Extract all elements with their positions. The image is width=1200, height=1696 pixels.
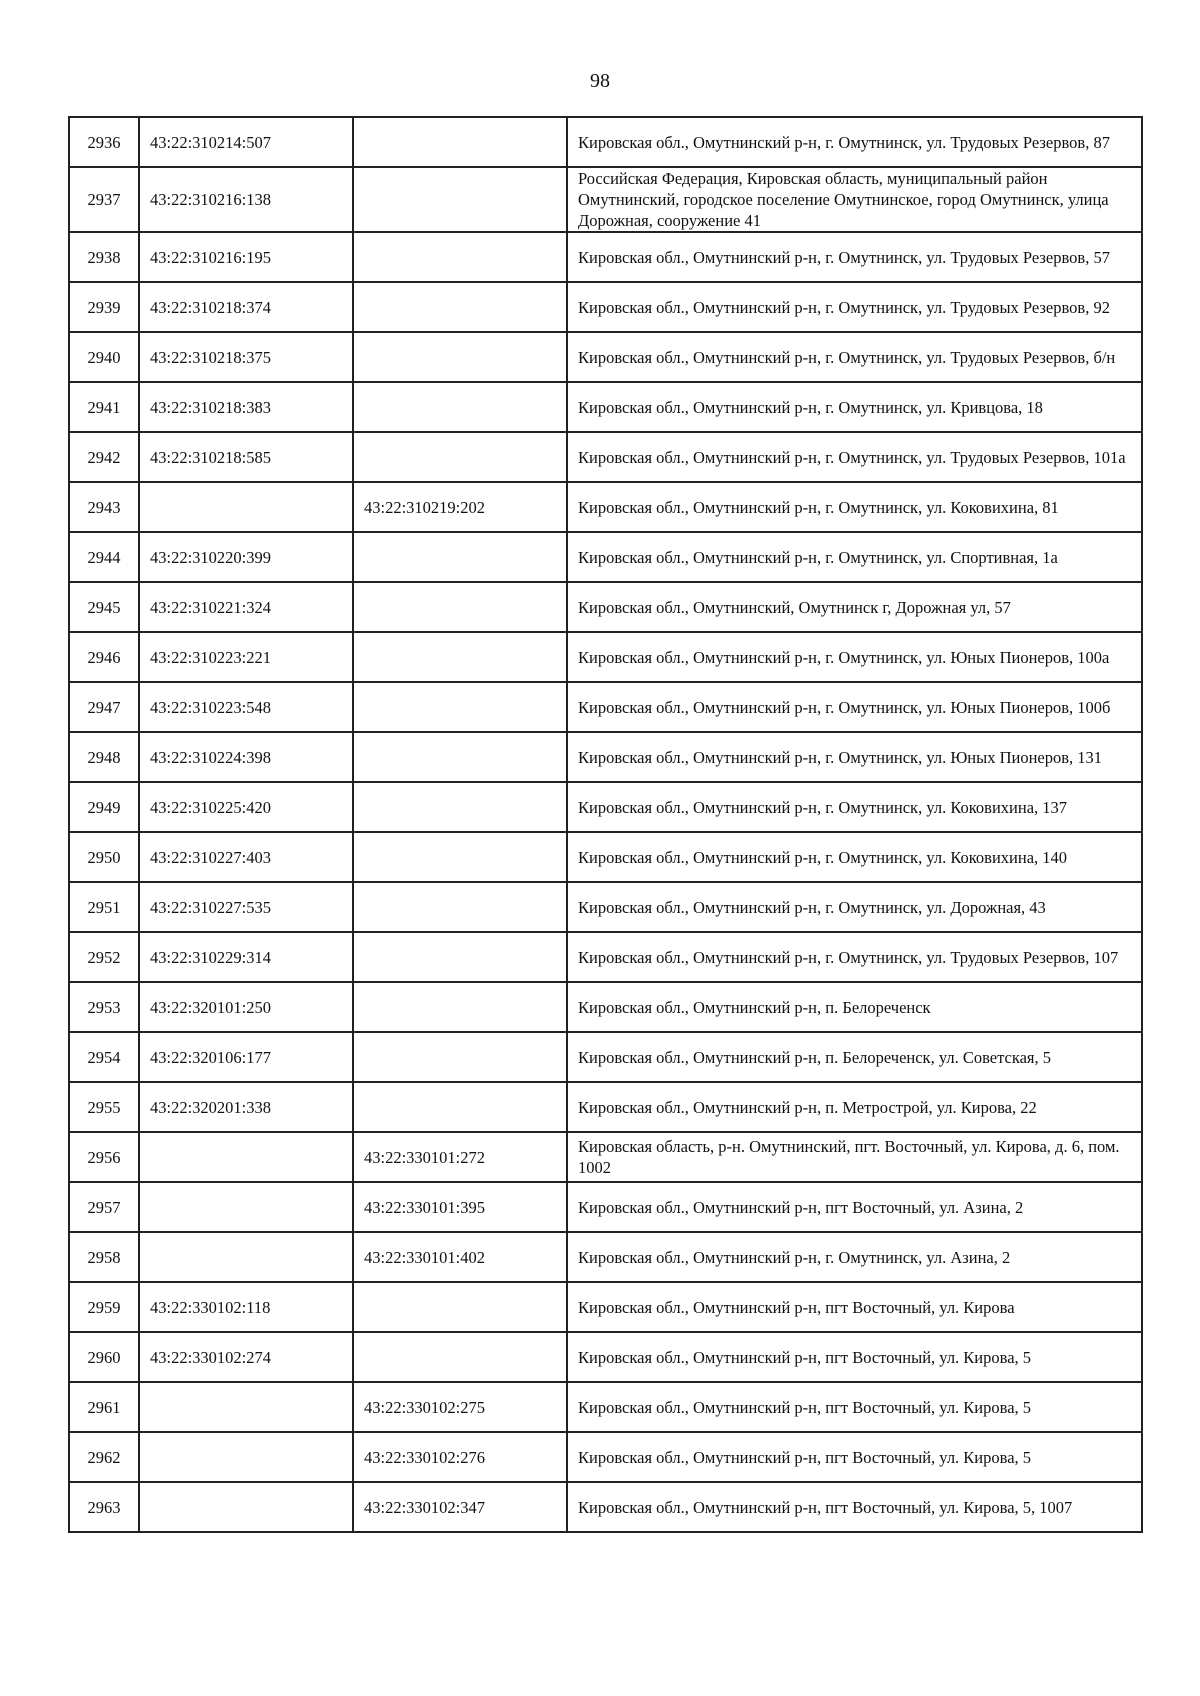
cadastral-number-cell: 43:22:310214:507: [139, 117, 353, 167]
row-number-cell: 2946: [69, 632, 139, 682]
row-number-cell: 2938: [69, 232, 139, 282]
row-number-cell: 2953: [69, 982, 139, 1032]
cadastral-number-cell: 43:22:320201:338: [139, 1082, 353, 1132]
cadastral-number-alt-cell: 43:22:330101:272: [353, 1132, 567, 1182]
cadastral-number-alt-cell: 43:22:310219:202: [353, 482, 567, 532]
cadastral-number-alt-cell: [353, 1032, 567, 1082]
row-number-cell: 2936: [69, 117, 139, 167]
row-number-cell: 2958: [69, 1232, 139, 1282]
row-number-cell: 2962: [69, 1432, 139, 1482]
cadastral-number-alt-cell: [353, 382, 567, 432]
cadastral-number-cell: 43:22:310229:314: [139, 932, 353, 982]
table-row: [69, 732, 1142, 782]
registry-table: [68, 116, 1143, 1533]
cadastral-number-alt-cell: 43:22:330102:347: [353, 1482, 567, 1532]
address-cell: Кировская обл., Омутнинский р-н, г. Омутнинск, ул. Азина, 2: [567, 1232, 1142, 1282]
table-row: [69, 982, 1142, 1032]
cadastral-number-alt-cell: [353, 232, 567, 282]
cadastral-number-alt-cell: [353, 932, 567, 982]
cadastral-number-alt-cell: [353, 732, 567, 782]
row-number-cell: 2937: [69, 167, 139, 232]
address-cell: Кировская обл., Омутнинский р-н, г. Омутнинск, ул. Юных Пионеров, 131: [567, 732, 1142, 782]
row-number-cell: 2960: [69, 1332, 139, 1382]
address-cell: Кировская обл., Омутнинский р-н, пгт Восточный, ул. Кирова, 5: [567, 1332, 1142, 1382]
table-row: [69, 582, 1142, 632]
table-row: [69, 167, 1142, 232]
address-cell: Кировская обл., Омутнинский р-н, пгт Восточный, ул. Кирова: [567, 1282, 1142, 1332]
cadastral-number-cell: [139, 1132, 353, 1182]
address-cell: Кировская обл., Омутнинский р-н, пгт Восточный, ул. Кирова, 5, 1007: [567, 1482, 1142, 1532]
row-number-cell: 2961: [69, 1382, 139, 1432]
cadastral-number-alt-cell: 43:22:330101:395: [353, 1182, 567, 1232]
row-number-cell: 2944: [69, 532, 139, 582]
cadastral-number-cell: 43:22:310218:374: [139, 282, 353, 332]
table-row: [69, 882, 1142, 932]
cadastral-number-cell: 43:22:310227:403: [139, 832, 353, 882]
address-cell: Кировская обл., Омутнинский р-н, г. Омутнинск, ул. Трудовых Резервов, б/н: [567, 332, 1142, 382]
address-cell: Кировская обл., Омутнинский, Омутнинск г, Дорожная ул, 57: [567, 582, 1142, 632]
table-row: [69, 1382, 1142, 1432]
row-number-cell: 2957: [69, 1182, 139, 1232]
cadastral-number-cell: 43:22:310223:548: [139, 682, 353, 732]
cadastral-number-alt-cell: [353, 117, 567, 167]
address-cell: Кировская обл., Омутнинский р-н, п. Метрострой, ул. Кирова, 22: [567, 1082, 1142, 1132]
table-row: [69, 1282, 1142, 1332]
cadastral-number-cell: [139, 1482, 353, 1532]
cadastral-number-alt-cell: [353, 1082, 567, 1132]
row-number-cell: 2939: [69, 282, 139, 332]
table-row: [69, 1232, 1142, 1282]
table-row: [69, 1482, 1142, 1532]
table-row: [69, 1132, 1142, 1182]
cadastral-number-cell: 43:22:310225:420: [139, 782, 353, 832]
address-cell: Кировская обл., Омутнинский р-н, г. Омутнинск, ул. Трудовых Резервов, 87: [567, 117, 1142, 167]
row-number-cell: 2947: [69, 682, 139, 732]
page-number: 98: [590, 70, 610, 92]
address-cell: Кировская обл., Омутнинский р-н, г. Омутнинск, ул. Трудовых Резервов, 92: [567, 282, 1142, 332]
cadastral-number-alt-cell: [353, 282, 567, 332]
registry-table-body: [69, 117, 1142, 1532]
table-row: [69, 482, 1142, 532]
cadastral-number-cell: [139, 1232, 353, 1282]
cadastral-number-cell: [139, 482, 353, 532]
row-number-cell: 2940: [69, 332, 139, 382]
table-row: [69, 382, 1142, 432]
row-number-cell: 2949: [69, 782, 139, 832]
cadastral-number-alt-cell: [353, 432, 567, 482]
row-number-cell: 2948: [69, 732, 139, 782]
cadastral-number-cell: 43:22:310221:324: [139, 582, 353, 632]
cadastral-number-alt-cell: [353, 582, 567, 632]
cadastral-number-cell: 43:22:310216:195: [139, 232, 353, 282]
table-row: [69, 1182, 1142, 1232]
table-row: [69, 532, 1142, 582]
cadastral-number-alt-cell: [353, 1282, 567, 1332]
cadastral-number-alt-cell: 43:22:330102:275: [353, 1382, 567, 1432]
cadastral-number-cell: 43:22:310223:221: [139, 632, 353, 682]
table-row: [69, 282, 1142, 332]
cadastral-number-cell: 43:22:310224:398: [139, 732, 353, 782]
cadastral-number-cell: 43:22:330102:274: [139, 1332, 353, 1382]
cadastral-number-alt-cell: [353, 167, 567, 232]
cadastral-number-cell: [139, 1432, 353, 1482]
table-row: [69, 682, 1142, 732]
table-row: [69, 1082, 1142, 1132]
cadastral-number-alt-cell: [353, 1332, 567, 1382]
cadastral-number-alt-cell: [353, 982, 567, 1032]
cadastral-number-alt-cell: [353, 832, 567, 882]
row-number-cell: 2952: [69, 932, 139, 982]
address-cell: Кировская обл., Омутнинский р-н, г. Омутнинск, ул. Юных Пионеров, 100б: [567, 682, 1142, 732]
address-cell: Кировская обл., Омутнинский р-н, г. Омутнинск, ул. Трудовых Резервов, 107: [567, 932, 1142, 982]
row-number-cell: 2959: [69, 1282, 139, 1332]
cadastral-number-alt-cell: [353, 332, 567, 382]
table-row: [69, 117, 1142, 167]
cadastral-number-cell: [139, 1382, 353, 1432]
address-cell: Кировская обл., Омутнинский р-н, г. Омутнинск, ул. Кривцова, 18: [567, 382, 1142, 432]
cadastral-number-cell: 43:22:310218:383: [139, 382, 353, 432]
address-cell: Кировская область, р-н. Омутнинский, пгт. Восточный, ул. Кирова, д. 6, пом. 1002: [567, 1132, 1142, 1182]
table-row: [69, 232, 1142, 282]
table-row: [69, 1032, 1142, 1082]
address-cell: Кировская обл., Омутнинский р-н, г. Омутнинск, ул. Коковихина, 140: [567, 832, 1142, 882]
cadastral-number-alt-cell: [353, 782, 567, 832]
cadastral-number-cell: 43:22:310220:399: [139, 532, 353, 582]
table-row: [69, 432, 1142, 482]
table-row: [69, 1432, 1142, 1482]
address-cell: Кировская обл., Омутнинский р-н, г. Омутнинск, ул. Юных Пионеров, 100а: [567, 632, 1142, 682]
address-cell: Кировская обл., Омутнинский р-н, п. Белореченск: [567, 982, 1142, 1032]
row-number-cell: 2943: [69, 482, 139, 532]
address-cell: Кировская обл., Омутнинский р-н, пгт Восточный, ул. Азина, 2: [567, 1182, 1142, 1232]
row-number-cell: 2945: [69, 582, 139, 632]
cadastral-number-alt-cell: [353, 682, 567, 732]
table-row: [69, 782, 1142, 832]
row-number-cell: 2950: [69, 832, 139, 882]
cadastral-number-cell: [139, 1182, 353, 1232]
address-cell: Российская Федерация, Кировская область, муниципальный район Омутнинский, городское поселение Омутнинское, город Омутнинск, улица Дорожная, сооружение 41: [567, 167, 1142, 232]
cadastral-number-alt-cell: [353, 532, 567, 582]
cadastral-number-cell: 43:22:330102:118: [139, 1282, 353, 1332]
cadastral-number-cell: 43:22:310216:138: [139, 167, 353, 232]
row-number-cell: 2954: [69, 1032, 139, 1082]
row-number-cell: 2941: [69, 382, 139, 432]
address-cell: Кировская обл., Омутнинский р-н, г. Омутнинск, ул. Коковихина, 137: [567, 782, 1142, 832]
table-row: [69, 332, 1142, 382]
address-cell: Кировская обл., Омутнинский р-н, г. Омутнинск, ул. Трудовых Резервов, 57: [567, 232, 1142, 282]
cadastral-number-alt-cell: 43:22:330102:276: [353, 1432, 567, 1482]
cadastral-number-cell: 43:22:310218:585: [139, 432, 353, 482]
cadastral-number-alt-cell: [353, 882, 567, 932]
address-cell: Кировская обл., Омутнинский р-н, г. Омутнинск, ул. Трудовых Резервов, 101а: [567, 432, 1142, 482]
row-number-cell: 2942: [69, 432, 139, 482]
cadastral-number-cell: 43:22:320101:250: [139, 982, 353, 1032]
row-number-cell: 2955: [69, 1082, 139, 1132]
cadastral-number-cell: 43:22:320106:177: [139, 1032, 353, 1082]
row-number-cell: 2956: [69, 1132, 139, 1182]
table-row: [69, 932, 1142, 982]
cadastral-number-alt-cell: [353, 632, 567, 682]
cadastral-number-alt-cell: 43:22:330101:402: [353, 1232, 567, 1282]
address-cell: Кировская обл., Омутнинский р-н, г. Омутнинск, ул. Спортивная, 1а: [567, 532, 1142, 582]
address-cell: Кировская обл., Омутнинский р-н, п. Белореченск, ул. Советская, 5: [567, 1032, 1142, 1082]
cadastral-number-cell: 43:22:310227:535: [139, 882, 353, 932]
row-number-cell: 2963: [69, 1482, 139, 1532]
table-row: [69, 632, 1142, 682]
address-cell: Кировская обл., Омутнинский р-н, пгт Восточный, ул. Кирова, 5: [567, 1432, 1142, 1482]
table-row: [69, 1332, 1142, 1382]
cadastral-number-cell: 43:22:310218:375: [139, 332, 353, 382]
address-cell: Кировская обл., Омутнинский р-н, г. Омутнинск, ул. Коковихина, 81: [567, 482, 1142, 532]
table-row: [69, 832, 1142, 882]
address-cell: Кировская обл., Омутнинский р-н, пгт Восточный, ул. Кирова, 5: [567, 1382, 1142, 1432]
row-number-cell: 2951: [69, 882, 139, 932]
address-cell: Кировская обл., Омутнинский р-н, г. Омутнинск, ул. Дорожная, 43: [567, 882, 1142, 932]
